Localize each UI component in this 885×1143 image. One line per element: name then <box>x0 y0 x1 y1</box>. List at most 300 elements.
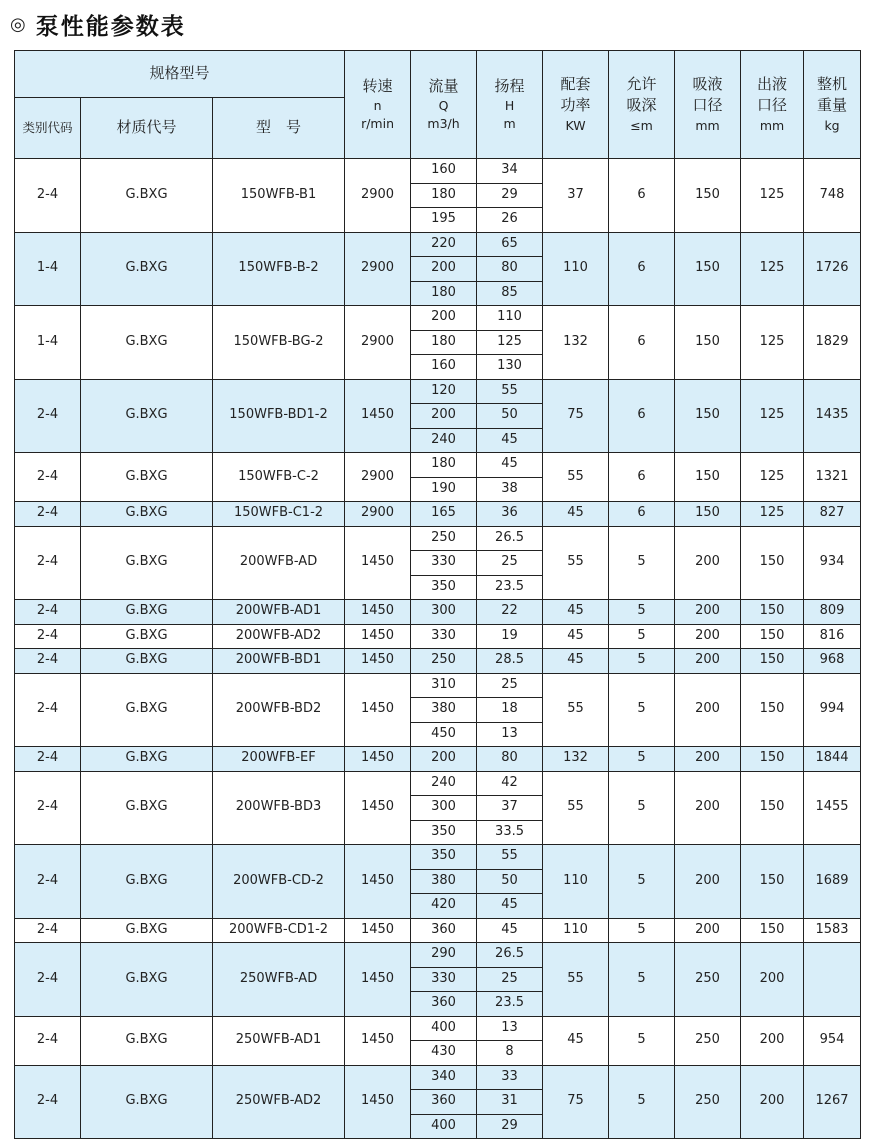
category-code-cell: 2-4 <box>15 526 81 600</box>
speed-cell: 2900 <box>345 306 411 380</box>
material-code-cell: G.BXG <box>81 502 213 527</box>
flow-cell: 310 <box>411 673 477 698</box>
flow-cell: 200 <box>411 747 477 772</box>
header-speed-line2: n <box>373 97 382 113</box>
flow-cell: 300 <box>411 600 477 625</box>
outlet-cell: 200 <box>741 943 804 1017</box>
head-cell: 18 <box>477 698 543 723</box>
material-code-cell: G.BXG <box>81 649 213 674</box>
head-cell: 33.5 <box>477 820 543 845</box>
suction-cell: 6 <box>609 453 675 502</box>
header-flow-line3: m3/h <box>427 116 460 132</box>
power-cell: 110 <box>543 232 609 306</box>
table-row <box>15 943 861 968</box>
table-row <box>15 1065 861 1090</box>
weight-cell: 1689 <box>804 845 861 919</box>
material-code-cell: G.BXG <box>81 673 213 747</box>
inlet-cell: 250 <box>675 1016 741 1065</box>
category-code-cell: 2-4 <box>15 747 81 772</box>
inlet-cell: 250 <box>675 943 741 1017</box>
header-head-line3: m <box>503 116 516 132</box>
inlet-cell: 200 <box>675 600 741 625</box>
table-row <box>15 526 861 551</box>
weight-cell: 1829 <box>804 306 861 380</box>
flow-cell: 180 <box>411 281 477 306</box>
material-code-cell: G.BXG <box>81 845 213 919</box>
suction-cell: 5 <box>609 845 675 919</box>
flow-cell: 420 <box>411 894 477 919</box>
outlet-cell: 125 <box>741 453 804 502</box>
power-cell: 37 <box>543 159 609 233</box>
category-code-cell: 2-4 <box>15 649 81 674</box>
category-code-cell: 2-4 <box>15 159 81 233</box>
table-row <box>15 649 861 674</box>
head-cell: 26 <box>477 208 543 233</box>
model-cell: 200WFB-AD1 <box>213 600 345 625</box>
head-cell: 65 <box>477 232 543 257</box>
weight-cell <box>804 943 861 1017</box>
head-cell: 8 <box>477 1041 543 1066</box>
material-code-cell: G.BXG <box>81 232 213 306</box>
head-cell: 34 <box>477 159 543 184</box>
power-cell: 110 <box>543 845 609 919</box>
inlet-cell: 150 <box>675 232 741 306</box>
model-cell: 200WFB-CD-2 <box>213 845 345 919</box>
weight-cell: 748 <box>804 159 861 233</box>
power-cell: 45 <box>543 1016 609 1065</box>
head-cell: 45 <box>477 428 543 453</box>
inlet-cell: 150 <box>675 159 741 233</box>
category-code-cell: 2-4 <box>15 845 81 919</box>
suction-cell: 5 <box>609 624 675 649</box>
head-cell: 45 <box>477 918 543 943</box>
table-row <box>15 159 861 184</box>
head-cell: 55 <box>477 845 543 870</box>
outlet-cell: 150 <box>741 600 804 625</box>
header-inlet-line1: 吸液 <box>692 75 723 94</box>
power-cell: 45 <box>543 502 609 527</box>
header-outlet-line1: 出液 <box>757 75 788 94</box>
model-cell: 200WFB-AD <box>213 526 345 600</box>
table-row <box>15 379 861 404</box>
material-code-cell: G.BXG <box>81 918 213 943</box>
power-cell: 55 <box>543 526 609 600</box>
material-code-cell: G.BXG <box>81 943 213 1017</box>
suction-cell: 6 <box>609 232 675 306</box>
flow-cell: 340 <box>411 1065 477 1090</box>
material-code-cell: G.BXG <box>81 453 213 502</box>
header-outlet <box>741 51 804 159</box>
header-outlet-line3: mm <box>759 117 785 133</box>
head-cell: 13 <box>477 1016 543 1041</box>
head-cell: 25 <box>477 673 543 698</box>
table-row <box>15 624 861 649</box>
model-cell: 150WFB-BG-2 <box>213 306 345 380</box>
model-cell: 200WFB-BD2 <box>213 673 345 747</box>
category-code-cell: 2-4 <box>15 600 81 625</box>
inlet-cell: 250 <box>675 1065 741 1139</box>
title-text: 泵性能参数表 <box>35 13 186 40</box>
outlet-cell: 200 <box>741 1016 804 1065</box>
power-cell: 55 <box>543 943 609 1017</box>
speed-cell: 2900 <box>345 232 411 306</box>
header-head-line1: 扬程 <box>494 76 525 95</box>
material-code-cell: G.BXG <box>81 600 213 625</box>
header-spec-group: 规格型号 <box>15 51 345 98</box>
material-code-cell: G.BXG <box>81 1065 213 1139</box>
flow-cell: 430 <box>411 1041 477 1066</box>
speed-cell: 1450 <box>345 1065 411 1139</box>
weight-cell: 1583 <box>804 918 861 943</box>
flow-cell: 350 <box>411 575 477 600</box>
speed-cell: 1450 <box>345 771 411 845</box>
model-cell: 250WFB-AD <box>213 943 345 1017</box>
header-speed <box>345 51 411 159</box>
pump-performance-table <box>14 50 861 1139</box>
flow-cell: 190 <box>411 477 477 502</box>
header-power-line3: KW <box>565 117 586 133</box>
outlet-cell: 150 <box>741 918 804 943</box>
table-row <box>15 845 861 870</box>
model-cell: 150WFB-BD1-2 <box>213 379 345 453</box>
table-row <box>15 673 861 698</box>
speed-cell: 1450 <box>345 918 411 943</box>
weight-cell: 934 <box>804 526 861 600</box>
header-flow <box>411 51 477 159</box>
flow-cell: 180 <box>411 330 477 355</box>
flow-cell: 400 <box>411 1114 477 1139</box>
head-cell: 23.5 <box>477 575 543 600</box>
flow-cell: 380 <box>411 698 477 723</box>
power-cell: 55 <box>543 453 609 502</box>
speed-cell: 2900 <box>345 453 411 502</box>
outlet-cell: 125 <box>741 306 804 380</box>
power-cell: 55 <box>543 673 609 747</box>
speed-cell: 2900 <box>345 502 411 527</box>
inlet-cell: 200 <box>675 649 741 674</box>
inlet-cell: 150 <box>675 502 741 527</box>
flow-cell: 400 <box>411 1016 477 1041</box>
header-outlet-line2: 口径 <box>757 96 788 115</box>
material-code-cell: G.BXG <box>81 526 213 600</box>
flow-cell: 250 <box>411 649 477 674</box>
head-cell: 125 <box>477 330 543 355</box>
outlet-cell: 150 <box>741 747 804 772</box>
inlet-cell: 150 <box>675 306 741 380</box>
flow-cell: 250 <box>411 526 477 551</box>
table-row <box>15 232 861 257</box>
weight-cell: 1267 <box>804 1065 861 1139</box>
model-cell: 150WFB-C1-2 <box>213 502 345 527</box>
weight-cell: 968 <box>804 649 861 674</box>
outlet-cell: 150 <box>741 624 804 649</box>
table-row <box>15 747 861 772</box>
head-cell: 13 <box>477 722 543 747</box>
inlet-cell: 200 <box>675 624 741 649</box>
outlet-cell: 150 <box>741 771 804 845</box>
flow-cell: 160 <box>411 355 477 380</box>
flow-cell: 200 <box>411 257 477 282</box>
head-cell: 38 <box>477 477 543 502</box>
header-model: 型 号 <box>213 98 345 159</box>
header-inlet <box>675 51 741 159</box>
header-inlet-line2: 口径 <box>692 96 723 115</box>
header-suction <box>609 51 675 159</box>
weight-cell: 1321 <box>804 453 861 502</box>
flow-cell: 240 <box>411 771 477 796</box>
flow-cell: 120 <box>411 379 477 404</box>
suction-cell: 5 <box>609 600 675 625</box>
category-code-cell: 1-4 <box>15 232 81 306</box>
head-cell: 29 <box>477 183 543 208</box>
head-cell: 26.5 <box>477 943 543 968</box>
table-row <box>15 771 861 796</box>
outlet-cell: 125 <box>741 232 804 306</box>
power-cell: 45 <box>543 600 609 625</box>
category-code-cell: 2-4 <box>15 1016 81 1065</box>
power-cell: 110 <box>543 918 609 943</box>
header-flow-line1: 流量 <box>428 76 459 95</box>
header-weight-line3: kg <box>824 117 840 133</box>
header-suction-line2: 吸深 <box>626 96 657 115</box>
speed-cell: 1450 <box>345 845 411 919</box>
head-cell: 26.5 <box>477 526 543 551</box>
material-code-cell: G.BXG <box>81 1016 213 1065</box>
head-cell: 130 <box>477 355 543 380</box>
category-code-cell: 2-4 <box>15 502 81 527</box>
suction-cell: 5 <box>609 1065 675 1139</box>
header-power <box>543 51 609 159</box>
table-body <box>15 159 861 1139</box>
material-code-cell: G.BXG <box>81 306 213 380</box>
weight-cell: 1844 <box>804 747 861 772</box>
speed-cell: 1450 <box>345 1016 411 1065</box>
inlet-cell: 150 <box>675 379 741 453</box>
power-cell: 45 <box>543 624 609 649</box>
inlet-cell: 200 <box>675 845 741 919</box>
flow-cell: 360 <box>411 918 477 943</box>
flow-cell: 195 <box>411 208 477 233</box>
model-cell: 200WFB-EF <box>213 747 345 772</box>
flow-cell: 220 <box>411 232 477 257</box>
suction-cell: 6 <box>609 306 675 380</box>
inlet-cell: 200 <box>675 918 741 943</box>
speed-cell: 1450 <box>345 649 411 674</box>
flow-cell: 165 <box>411 502 477 527</box>
flow-cell: 360 <box>411 1090 477 1115</box>
head-cell: 28.5 <box>477 649 543 674</box>
flow-cell: 450 <box>411 722 477 747</box>
head-cell: 29 <box>477 1114 543 1139</box>
header-suction-line1: 允许 <box>626 75 657 94</box>
speed-cell: 1450 <box>345 379 411 453</box>
flow-cell: 180 <box>411 453 477 478</box>
header-category-code: 类别代码 <box>15 98 81 159</box>
flow-cell: 330 <box>411 624 477 649</box>
header-weight-line2: 重量 <box>817 96 848 115</box>
header-suction-line3: ≤m <box>630 117 653 133</box>
flow-cell: 200 <box>411 404 477 429</box>
speed-cell: 1450 <box>345 600 411 625</box>
weight-cell: 954 <box>804 1016 861 1065</box>
suction-cell: 5 <box>609 1016 675 1065</box>
table-row <box>15 918 861 943</box>
outlet-cell: 125 <box>741 379 804 453</box>
inlet-cell: 200 <box>675 673 741 747</box>
head-cell: 50 <box>477 404 543 429</box>
table-row <box>15 453 861 478</box>
weight-cell: 1435 <box>804 379 861 453</box>
weight-cell: 1455 <box>804 771 861 845</box>
head-cell: 22 <box>477 600 543 625</box>
flow-cell: 350 <box>411 845 477 870</box>
flow-cell: 360 <box>411 992 477 1017</box>
category-code-cell: 2-4 <box>15 943 81 1017</box>
head-cell: 80 <box>477 747 543 772</box>
table-row <box>15 502 861 527</box>
head-cell: 42 <box>477 771 543 796</box>
suction-cell: 6 <box>609 159 675 233</box>
weight-cell: 809 <box>804 600 861 625</box>
weight-cell: 827 <box>804 502 861 527</box>
suction-cell: 6 <box>609 502 675 527</box>
table-row <box>15 600 861 625</box>
category-code-cell: 2-4 <box>15 1065 81 1139</box>
page-title <box>10 4 186 44</box>
suction-cell: 5 <box>609 649 675 674</box>
header-speed-line3: r/min <box>361 116 394 132</box>
circle-bullet-icon: ◎ <box>10 13 26 35</box>
speed-cell: 2900 <box>345 159 411 233</box>
head-cell: 25 <box>477 551 543 576</box>
speed-cell: 1450 <box>345 624 411 649</box>
suction-cell: 5 <box>609 673 675 747</box>
power-cell: 45 <box>543 649 609 674</box>
head-cell: 110 <box>477 306 543 331</box>
header-head-line2: H <box>504 97 515 113</box>
category-code-cell: 2-4 <box>15 771 81 845</box>
suction-cell: 5 <box>609 526 675 600</box>
outlet-cell: 200 <box>741 1065 804 1139</box>
head-cell: 33 <box>477 1065 543 1090</box>
weight-cell: 1726 <box>804 232 861 306</box>
model-cell: 250WFB-AD1 <box>213 1016 345 1065</box>
speed-cell: 1450 <box>345 673 411 747</box>
material-code-cell: G.BXG <box>81 771 213 845</box>
head-cell: 50 <box>477 869 543 894</box>
suction-cell: 5 <box>609 918 675 943</box>
head-cell: 45 <box>477 453 543 478</box>
category-code-cell: 2-4 <box>15 673 81 747</box>
outlet-cell: 150 <box>741 845 804 919</box>
speed-cell: 1450 <box>345 943 411 1017</box>
material-code-cell: G.BXG <box>81 159 213 233</box>
flow-cell: 380 <box>411 869 477 894</box>
inlet-cell: 150 <box>675 453 741 502</box>
head-cell: 36 <box>477 502 543 527</box>
header-speed-line1: 转速 <box>362 76 393 95</box>
material-code-cell: G.BXG <box>81 747 213 772</box>
model-cell: 200WFB-CD1-2 <box>213 918 345 943</box>
suction-cell: 5 <box>609 747 675 772</box>
inlet-cell: 200 <box>675 771 741 845</box>
category-code-cell: 2-4 <box>15 453 81 502</box>
head-cell: 31 <box>477 1090 543 1115</box>
model-cell: 200WFB-BD3 <box>213 771 345 845</box>
flow-cell: 330 <box>411 551 477 576</box>
head-cell: 37 <box>477 796 543 821</box>
flow-cell: 160 <box>411 159 477 184</box>
head-cell: 19 <box>477 624 543 649</box>
header-power-line2: 功率 <box>560 96 591 115</box>
power-cell: 75 <box>543 1065 609 1139</box>
model-cell: 150WFB-B1 <box>213 159 345 233</box>
head-cell: 85 <box>477 281 543 306</box>
table-row <box>15 1016 861 1041</box>
suction-cell: 5 <box>609 943 675 1017</box>
speed-cell: 1450 <box>345 747 411 772</box>
model-cell: 250WFB-AD2 <box>213 1065 345 1139</box>
outlet-cell: 150 <box>741 649 804 674</box>
flow-cell: 330 <box>411 967 477 992</box>
header-material-code: 材质代号 <box>81 98 213 159</box>
flow-cell: 290 <box>411 943 477 968</box>
flow-cell: 300 <box>411 796 477 821</box>
model-cell: 200WFB-AD2 <box>213 624 345 649</box>
category-code-cell: 2-4 <box>15 624 81 649</box>
flow-cell: 240 <box>411 428 477 453</box>
head-cell: 25 <box>477 967 543 992</box>
outlet-cell: 125 <box>741 159 804 233</box>
head-cell: 23.5 <box>477 992 543 1017</box>
outlet-cell: 125 <box>741 502 804 527</box>
header-weight-line1: 整机 <box>817 75 848 94</box>
flow-cell: 200 <box>411 306 477 331</box>
material-code-cell: G.BXG <box>81 624 213 649</box>
power-cell: 132 <box>543 747 609 772</box>
category-code-cell: 2-4 <box>15 918 81 943</box>
head-cell: 45 <box>477 894 543 919</box>
outlet-cell: 150 <box>741 526 804 600</box>
model-cell: 150WFB-C-2 <box>213 453 345 502</box>
weight-cell: 994 <box>804 673 861 747</box>
power-cell: 132 <box>543 306 609 380</box>
suction-cell: 6 <box>609 379 675 453</box>
head-cell: 80 <box>477 257 543 282</box>
head-cell: 55 <box>477 379 543 404</box>
category-code-cell: 1-4 <box>15 306 81 380</box>
flow-cell: 350 <box>411 820 477 845</box>
suction-cell: 5 <box>609 771 675 845</box>
flow-cell: 180 <box>411 183 477 208</box>
header-flow-line2: Q <box>438 97 449 113</box>
weight-cell: 816 <box>804 624 861 649</box>
inlet-cell: 200 <box>675 747 741 772</box>
category-code-cell: 2-4 <box>15 379 81 453</box>
header-weight <box>804 51 861 159</box>
model-cell: 200WFB-BD1 <box>213 649 345 674</box>
power-cell: 55 <box>543 771 609 845</box>
header-power-line1: 配套 <box>560 75 591 94</box>
speed-cell: 1450 <box>345 526 411 600</box>
header-inlet-line3: mm <box>695 117 720 133</box>
table-row <box>15 306 861 331</box>
material-code-cell: G.BXG <box>81 379 213 453</box>
model-cell: 150WFB-B-2 <box>213 232 345 306</box>
header-head <box>477 51 543 159</box>
inlet-cell: 200 <box>675 526 741 600</box>
power-cell: 75 <box>543 379 609 453</box>
